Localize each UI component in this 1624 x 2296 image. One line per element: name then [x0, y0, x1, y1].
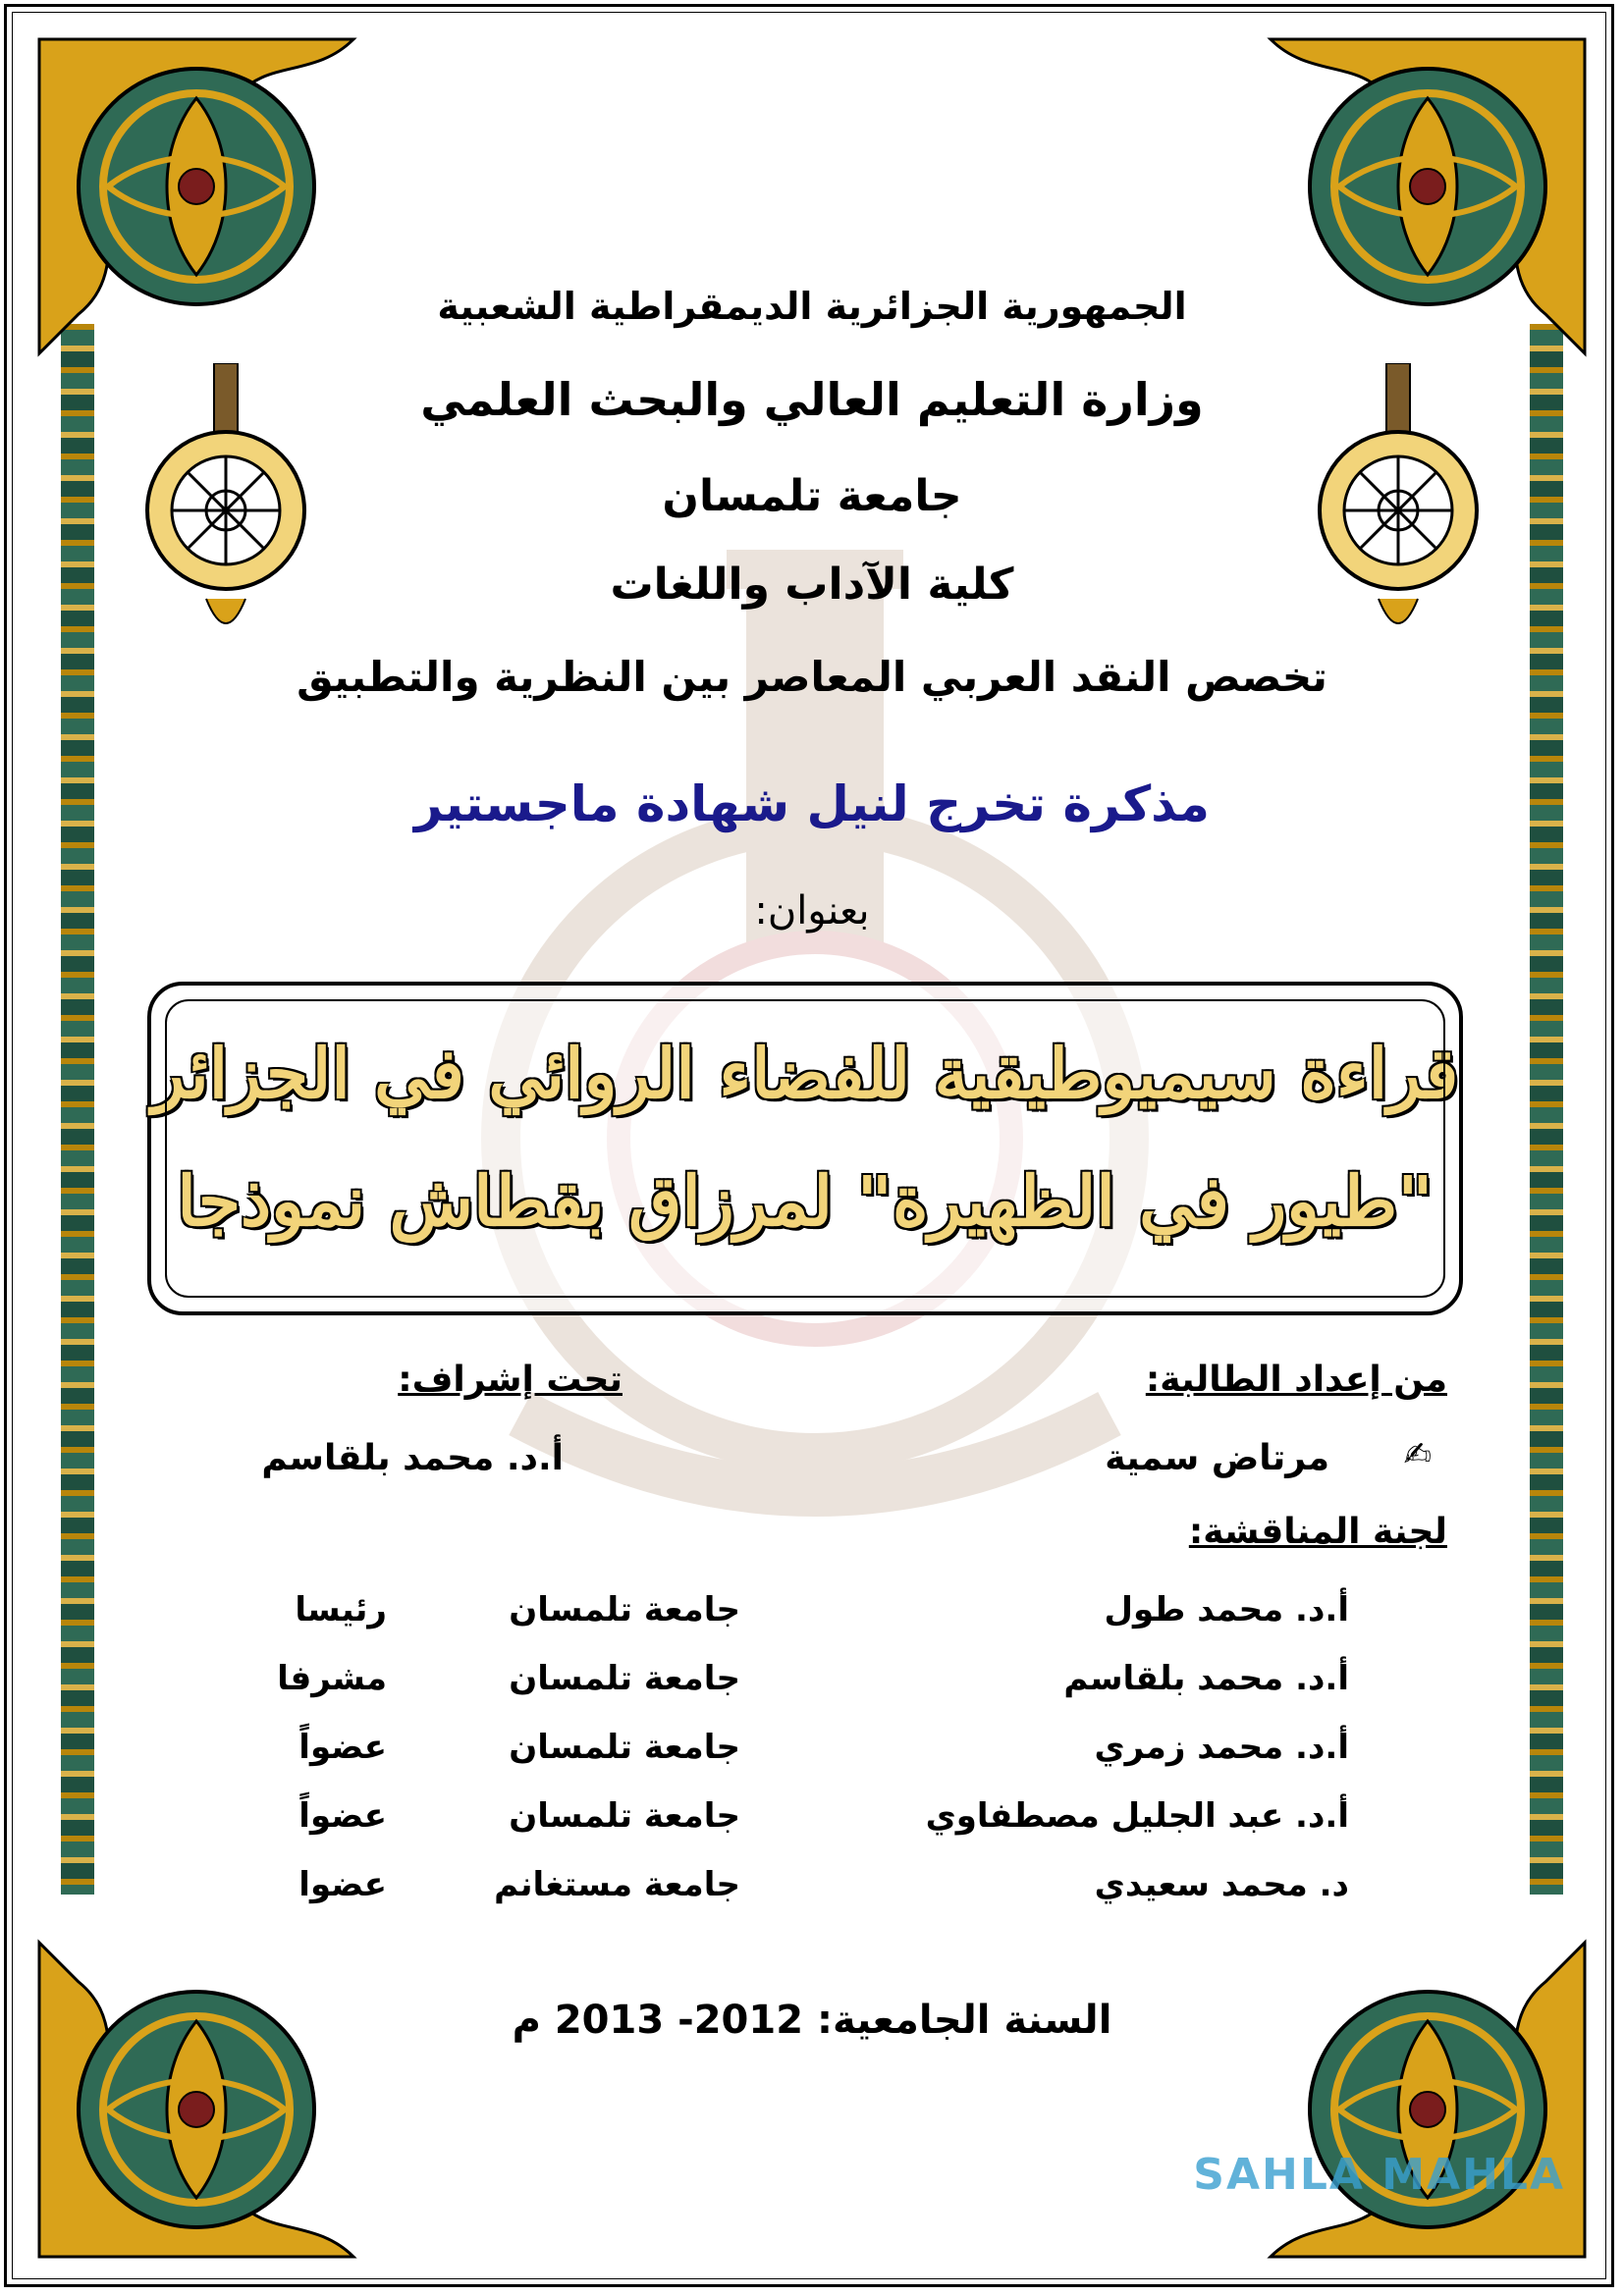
republic-name: الجمهورية الجزائرية الديمقراطية الشعبية	[437, 285, 1187, 328]
prepared-by-label: من إعداد الطالبة:	[1145, 1360, 1447, 1400]
specialty-name: تخصص النقد العربي المعاصر بين النظرية والتطبيق	[297, 653, 1327, 701]
member-university: جامعة تلمسان	[509, 1728, 740, 1767]
ministry-name: وزارة التعليم العالي والبحث العلمي	[420, 373, 1204, 426]
academic-year: السنة الجامعية: 2012- 2013 م	[512, 1998, 1112, 2043]
member-name: د. محمد سعيدي	[1094, 1865, 1349, 1904]
title-label: بعنوان:	[754, 888, 870, 934]
member-role: عضوا	[298, 1865, 387, 1904]
member-university: جامعة مستغانم	[494, 1865, 740, 1904]
thesis-type: مذكرة تخرج لنيل شهادة ماجستير	[413, 775, 1211, 832]
member-name: أ.د. محمد بلقاسم	[1063, 1659, 1349, 1698]
member-name: أ.د. محمد زمري	[1094, 1728, 1349, 1767]
committee-row	[0, 1796, 1624, 1855]
corner-ornament-bottom-right	[1251, 1923, 1604, 2276]
member-name: أ.د. محمد طول	[1104, 1590, 1349, 1629]
thesis-title-line1: قراءة سيميوطيقية للفضاء الروائي في الجزائر	[151, 1033, 1459, 1114]
student-name: مرتاض سمية	[1105, 1438, 1329, 1478]
pen-icon: ✍	[1403, 1435, 1432, 1474]
member-role: رئيسا	[295, 1590, 387, 1629]
thesis-title-line2: "طيور في الظهيرة" لمرزاق بقطاش نموذجا	[177, 1160, 1434, 1242]
supervised-by-label: تحت إشراف:	[398, 1360, 623, 1400]
corner-ornament-bottom-left	[20, 1923, 373, 2276]
member-role: مشرفا	[277, 1659, 387, 1698]
supervisor-name: أ.د. محمد بلقاسم	[261, 1438, 564, 1478]
committee-row	[0, 1865, 1624, 1924]
thesis-title-box	[147, 982, 1463, 1315]
member-role: عضواً	[298, 1796, 387, 1836]
member-university: جامعة تلمسان	[509, 1590, 740, 1629]
committee-row	[0, 1728, 1624, 1787]
member-role: عضواً	[298, 1728, 387, 1767]
member-name: أ.د. عبد الجليل مصطفاوي	[925, 1796, 1349, 1836]
committee-row	[0, 1590, 1624, 1649]
committee-row	[0, 1659, 1624, 1718]
university-name: جامعة تلمسان	[662, 471, 962, 521]
member-university: جامعة تلمسان	[509, 1796, 740, 1836]
faculty-name: كلية الآداب واللغات	[610, 560, 1014, 610]
member-university: جامعة تلمسان	[509, 1659, 740, 1698]
committee-label: لجنة المناقشة:	[1188, 1512, 1447, 1552]
brand-watermark: SAHLA MAHLA	[1193, 2150, 1565, 2200]
